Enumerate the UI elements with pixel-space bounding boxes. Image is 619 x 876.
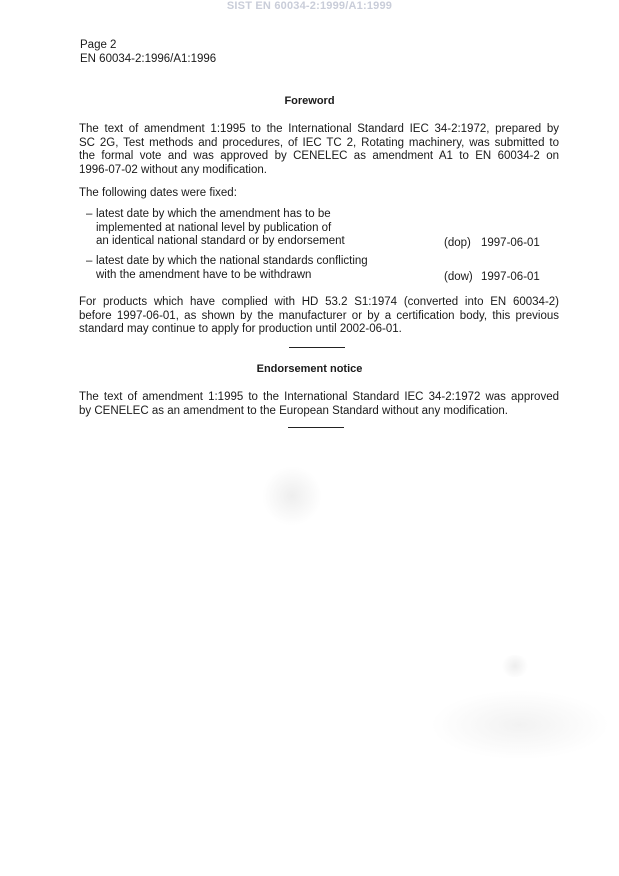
bullet: – (86, 255, 93, 267)
section-divider (288, 427, 344, 428)
dates-intro: The following dates were fixed: (79, 187, 237, 199)
date-code: (dop) (444, 237, 471, 249)
foreword-heading: Foreword (284, 95, 335, 107)
list-item-dop (86, 208, 556, 250)
date-value: 1997-06-01 (481, 237, 540, 249)
paragraph-line: SC 2G, Test methods and procedures, of IEC TC 2, Rotating machinery, was submitted to (79, 136, 559, 149)
bullet: – (86, 208, 93, 220)
endorsement-paragraph (79, 391, 559, 418)
date-value: 1997-06-01 (481, 271, 540, 283)
paragraph-line: For products which have complied with HD 53.2 S1:1974 (converted into EN 60034-2) (79, 296, 559, 308)
paragraph-line: before 1997-06-01, as shown by the manufacturer or by a certification body, this previous (79, 309, 559, 322)
transition-paragraph (79, 296, 559, 337)
scan-artifact (500, 655, 530, 677)
endorsement-heading: Endorsement notice (256, 363, 363, 375)
watermark: SIST EN 60034-2:1999/A1:1999 (226, 0, 393, 12)
paragraph-line: The text of amendment 1:1995 to the International Standard IEC 34-2:1972 was approved (79, 391, 559, 403)
document-id: EN 60034-2:1996/A1:1996 (80, 52, 217, 65)
paragraph-line: by CENELEC as an amendment to the European Standard without any modification. (79, 404, 508, 417)
scan-artifact (262, 466, 322, 526)
list-item-line: implemented at national level by publication of (96, 221, 332, 234)
list-item-line: with the amendment have to be withdrawn (96, 268, 312, 281)
section-divider (289, 347, 345, 348)
date-code: (dow) (444, 271, 473, 283)
page-number: Page 2 (80, 39, 117, 51)
list-item-line: latest date by which the amendment has to be (96, 208, 331, 220)
foreword-paragraph (79, 123, 559, 177)
list-item-line: an identical national standard or by endorsement (96, 235, 345, 247)
paragraph-line: 1996-07-02 without any modification. (79, 163, 267, 176)
list-item-dow (86, 255, 556, 285)
list-item-line: latest date by which the national standards conflicting (96, 255, 368, 267)
paragraph-line: standard may continue to apply for production until 2002-06-01. (79, 323, 402, 335)
page-header (80, 39, 216, 66)
paragraph-line: the formal vote and was approved by CENELEC as amendment A1 to EN 60034-2 on (79, 150, 559, 162)
paragraph-line: The text of amendment 1:1995 to the International Standard IEC 34-2:1972, prepared by (79, 123, 559, 135)
scan-artifact (430, 690, 610, 760)
